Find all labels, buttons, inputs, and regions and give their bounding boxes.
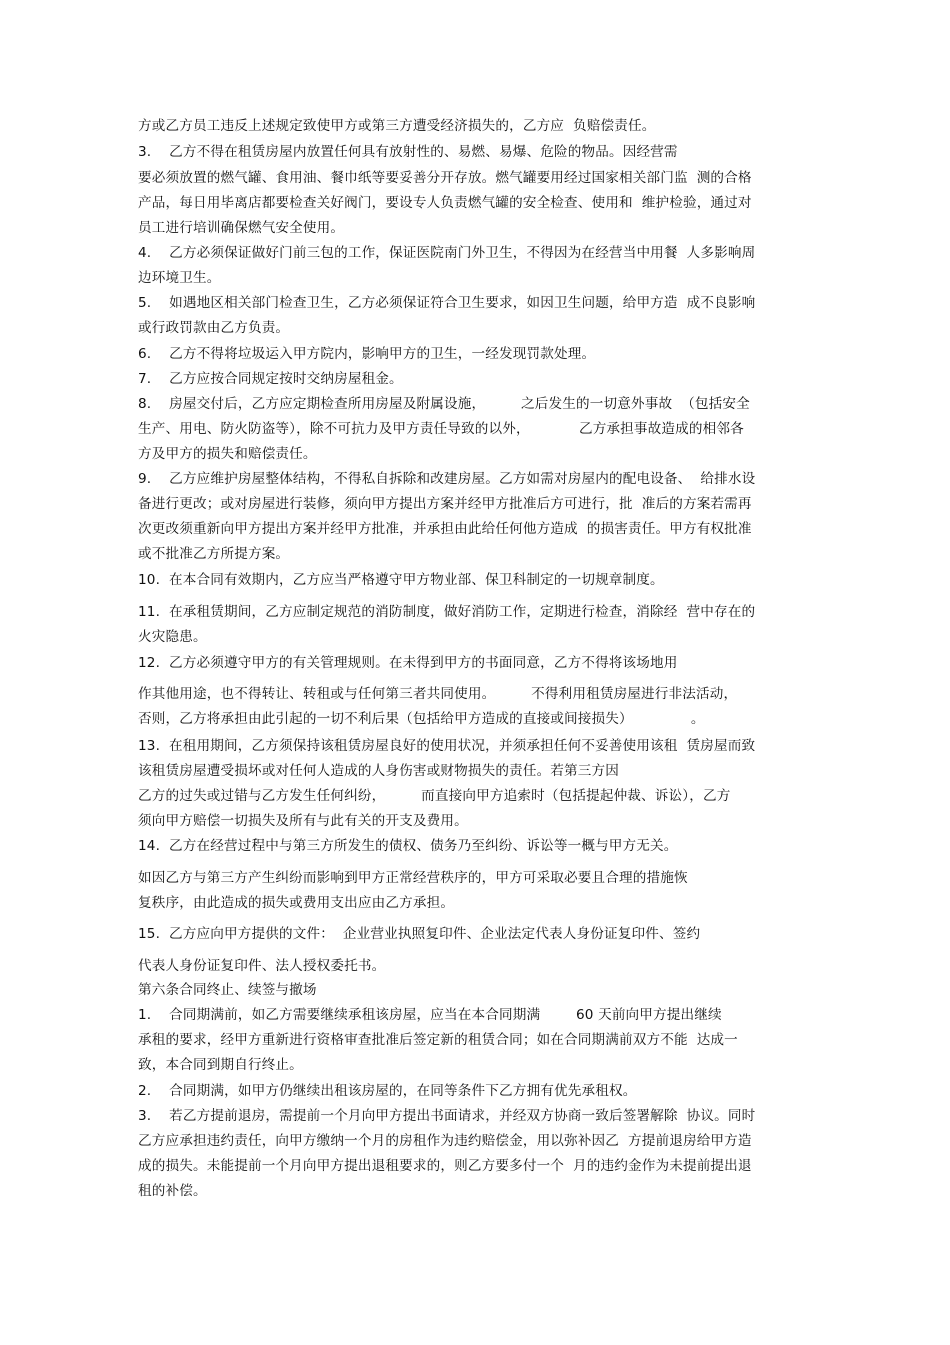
text-line: 否则，乙方将承担由此引起的一切不利后果（包括给甲方造成的直接或间接损失） 。	[138, 711, 705, 727]
text-line: 代表人身份证复印件、法人授权委托书。	[138, 958, 386, 974]
text-line: 备进行更改；或对房屋进行装修，须向甲方提出方案并经甲方批准后方可进行，批 准后的方案若需再	[138, 496, 752, 512]
text-line: 火灾隐患。	[138, 629, 207, 645]
text-line: 1. 合同期满前，如乙方需要继续承租该房屋，应当在本合同期满 60 天前向甲方提出继续	[138, 1007, 722, 1023]
text-line: 产品，每日用毕离店都要检查关好阀门，要设专人负责燃气罐的安全检查、使用和 维护检验，通过对	[138, 195, 752, 211]
text-line: 承租的要求，经甲方重新进行资格审查批准后签定新的租赁合同；如在合同期满前双方不能 达成一	[138, 1032, 738, 1048]
text-line: 12. 乙方必须遵守甲方的有关管理规则。在未得到甲方的书面同意，乙方不得将该场地用	[138, 655, 678, 671]
text-line: 9. 乙方应维护房屋整体结构，不得私自拆除和改建房屋。乙方如需对房屋内的配电设备、 给排水设	[138, 471, 756, 487]
section-heading: 第六条合同终止、续签与撤场	[138, 982, 317, 998]
text-line: 次更改须重新向甲方提出方案并经甲方批准，并承担由此给任何他方造成 的损害责任。甲方有权批准	[138, 521, 752, 537]
text-line: 租的补偿。	[138, 1183, 207, 1199]
text-line: 或不批准乙方所提方案。	[138, 546, 290, 562]
text-line: 或行政罚款由乙方负责。	[138, 320, 290, 336]
text-line: 3. 乙方不得在租赁房屋内放置任何具有放射性的、易燃、易爆、危险的物品。因经营需	[138, 144, 678, 160]
text-line: 方及甲方的损失和赔偿责任。	[138, 446, 317, 462]
text-line: 14. 乙方在经营过程中与第三方所发生的债权、债务乃至纠纷、诉讼等一概与甲方无关。	[138, 838, 678, 854]
text-line: 须向甲方赔偿一切损失及所有与此有关的开支及费用。	[138, 813, 468, 829]
text-line: 方或乙方员工违反上述规定致使甲方或第三方遭受经济损失的，乙方应 负赔偿责任。	[138, 118, 656, 134]
text-line: 3. 若乙方提前退房，需提前一个月向甲方提出书面请求，并经双方协商一致后签署解除 协议。同时	[138, 1108, 756, 1124]
text-line: 乙方应承担违约责任，向甲方缴纳一个月的房租作为违约赔偿金，用以弥补因乙 方提前退房给甲方造	[138, 1133, 752, 1149]
text-line: 13. 在租用期间，乙方须保持该租赁房屋良好的使用状况，并须承担任何不妥善使用该租 赁房屋而致	[138, 738, 756, 754]
text-line: 2. 合同期满，如甲方仍继续出租该房屋的，在同等条件下乙方拥有优先承租权。	[138, 1083, 637, 1099]
text-line: 10. 在本合同有效期内，乙方应当严格遵守甲方物业部、保卫科制定的一切规章制度。	[138, 572, 664, 588]
text-line: 15. 乙方应向甲方提供的文件： 企业营业执照复印件、企业法定代表人身份证复印件、签约	[138, 926, 701, 942]
text-line: 该租赁房屋遭受损坏或对任何人造成的人身伤害或财物损失的责任。若第三方因	[138, 763, 620, 779]
text-line: 作其他用途，也不得转让、转租或与任何第三者共同使用。 不得利用租赁房屋进行非法活动，	[138, 686, 738, 702]
text-line: 致，本合同到期自行终止。	[138, 1057, 303, 1073]
text-line: 如因乙方与第三方产生纠纷而影响到甲方正常经营秩序的，甲方可采取必要且合理的措施恢	[138, 870, 688, 886]
text-line: 边环境卫生。	[138, 270, 221, 286]
text-line: 乙方的过失或过错与乙方发生任何纠纷， 而直接向甲方追索时（包括提起仲裁、诉讼），乙方	[138, 788, 731, 804]
text-line: 生产、用电、防火防盗等），除不可抗力及甲方责任导致的以外， 乙方承担事故造成的相邻各	[138, 421, 744, 437]
text-line: 7. 乙方应按合同规定按时交纳房屋租金。	[138, 371, 403, 387]
text-line: 6. 乙方不得将垃圾运入甲方院内，影响甲方的卫生，一经发现罚款处理。	[138, 346, 596, 362]
text-line: 员工进行培训确保燃气安全使用。	[138, 220, 345, 236]
text-line: 8. 房屋交付后，乙方应定期检查所用房屋及附属设施， 之后发生的一切意外事故 （包括安全	[138, 396, 750, 412]
text-line: 11. 在承租赁期间，乙方应制定规范的消防制度，做好消防工作，定期进行检查，消除经 营中存在的	[138, 604, 756, 620]
text-line: 5. 如遇地区相关部门检查卫生，乙方必须保证符合卫生要求，如因卫生问题，给甲方造 成不良影响	[138, 295, 756, 311]
text-line: 要必须放置的燃气罐、食用油、餐巾纸等要妥善分开存放。燃气罐要用经过国家相关部门监 测的合格	[138, 170, 752, 186]
text-line: 4. 乙方必须保证做好门前三包的工作，保证医院南门外卫生，不得因为在经营当中用餐 人多影响周	[138, 245, 756, 261]
text-line: 复秩序，由此造成的损失或费用支出应由乙方承担。	[138, 895, 455, 911]
text-line: 成的损失。未能提前一个月向甲方提出退租要求的，则乙方要多付一个 月的违约金作为未提前提出退	[138, 1158, 752, 1174]
